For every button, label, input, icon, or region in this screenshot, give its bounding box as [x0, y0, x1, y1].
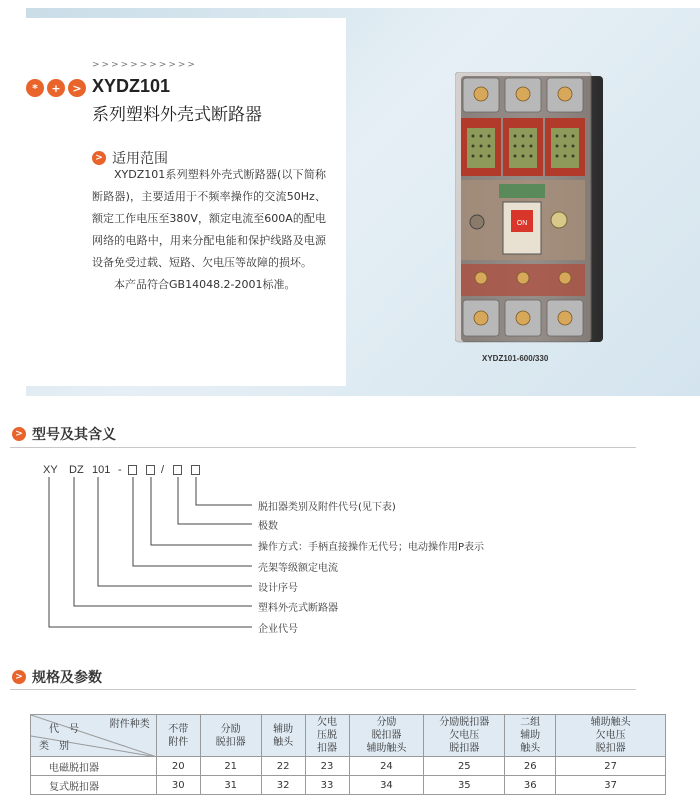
table-cell: 33 [305, 776, 349, 795]
column-header: 分励 脱扣器 [200, 715, 261, 757]
column-header: 分励脱扣器 欠电压 脱扣器 [424, 715, 505, 757]
code-part-series: 101 [92, 464, 111, 476]
decorative-arrows: >>>>>>>>>>> [92, 60, 197, 70]
row-label: 复式脱扣器 [31, 776, 157, 795]
row-label: 电磁脱扣器 [31, 757, 157, 776]
product-image-caption: XYDZ101-600/330 [482, 354, 549, 363]
table-cell: 25 [424, 757, 505, 776]
legend-release-type: 脱扣器类别及附件代号(见下表) [258, 502, 396, 513]
table-row [31, 776, 666, 795]
model-heading [12, 424, 116, 444]
table-cell: 35 [424, 776, 505, 795]
table-cell: 27 [556, 757, 666, 776]
chevron-right-icon: > [12, 427, 26, 441]
corner-attachment-label: 附件种类 [109, 719, 150, 730]
spec-header-row [31, 715, 666, 757]
chevron-right-icon: > [68, 79, 86, 97]
chevron-right-icon: > [92, 151, 106, 165]
table-cell: 22 [261, 757, 305, 776]
scope-paragraph: 本产品符合GB14048.2-2001标准。 [114, 278, 296, 291]
product-title: XYDZ101 [92, 76, 171, 96]
code-box-current [128, 465, 137, 475]
code-box-release [191, 465, 200, 475]
spec-heading [12, 667, 102, 687]
scope-heading-label: 适用范围 [112, 151, 168, 167]
table-row [31, 757, 666, 776]
table-cell: 36 [505, 776, 556, 795]
legend-mccb: 塑料外壳式断路器 [258, 603, 338, 614]
circuit-breaker-image [455, 72, 605, 344]
breaker-on-label: ON [516, 220, 528, 227]
column-header: 辅助触头 欠电压 脱扣器 [556, 715, 666, 757]
spec-table [30, 714, 666, 795]
table-cell: 34 [349, 776, 424, 795]
plus-icon: + [47, 79, 65, 97]
column-header: 不带 附件 [156, 715, 200, 757]
table-cell: 26 [505, 757, 556, 776]
legend-operation: 操作方式：手柄直接操作无代号；电动操作用P表示 [258, 542, 485, 553]
table-cell: 24 [349, 757, 424, 776]
table-cell: 30 [156, 776, 200, 795]
code-part-enterprise: XY [43, 464, 58, 476]
table-cell: 32 [261, 776, 305, 795]
scope-paragraph: XYDZ101系列塑料外壳式断路器(以下简称断路器)，主要适用于不频率操作的交流50Hz、额定工作电压至380V，额定电流至600A的配电网络的电路中，用来分配电能和保护线路及电源设备免受过载、短路、欠电压等故障的损坏。 [92, 168, 326, 269]
corner-category-label: 类 别 [39, 741, 69, 752]
legend-enterprise-code: 企业代号 [258, 624, 298, 635]
decorative-dots [26, 79, 86, 97]
asterisk-icon: * [26, 79, 44, 97]
column-header: 欠电 压脱 扣器 [305, 715, 349, 757]
column-header: 二组 辅助 触头 [505, 715, 556, 757]
code-part-type: DZ [69, 464, 84, 476]
spec-corner-cell [31, 715, 157, 757]
corner-code-label: 代 号 [49, 724, 79, 735]
table-cell: 21 [200, 757, 261, 776]
spec-heading-label: 规格及参数 [32, 670, 102, 686]
code-slash: / [161, 464, 165, 476]
legend-poles: 极数 [258, 521, 278, 532]
product-subtitle: 系列塑料外壳式断路器 [92, 105, 262, 125]
legend-frame-current: 壳架等级额定电流 [258, 563, 338, 574]
code-box-poles [173, 465, 182, 475]
legend-design-number: 设计序号 [258, 583, 298, 594]
table-cell: 20 [156, 757, 200, 776]
section-divider [10, 689, 636, 690]
model-heading-label: 型号及其含义 [32, 427, 116, 443]
chevron-right-icon: > [12, 670, 26, 684]
code-box-operation [146, 465, 155, 475]
code-dash: - [118, 464, 122, 476]
scope-description [92, 164, 326, 296]
table-cell: 37 [556, 776, 666, 795]
column-header: 辅助 触头 [261, 715, 305, 757]
column-header: 分励 脱扣器 辅助触头 [349, 715, 424, 757]
table-cell: 31 [200, 776, 261, 795]
section-divider [10, 447, 636, 448]
table-cell: 23 [305, 757, 349, 776]
